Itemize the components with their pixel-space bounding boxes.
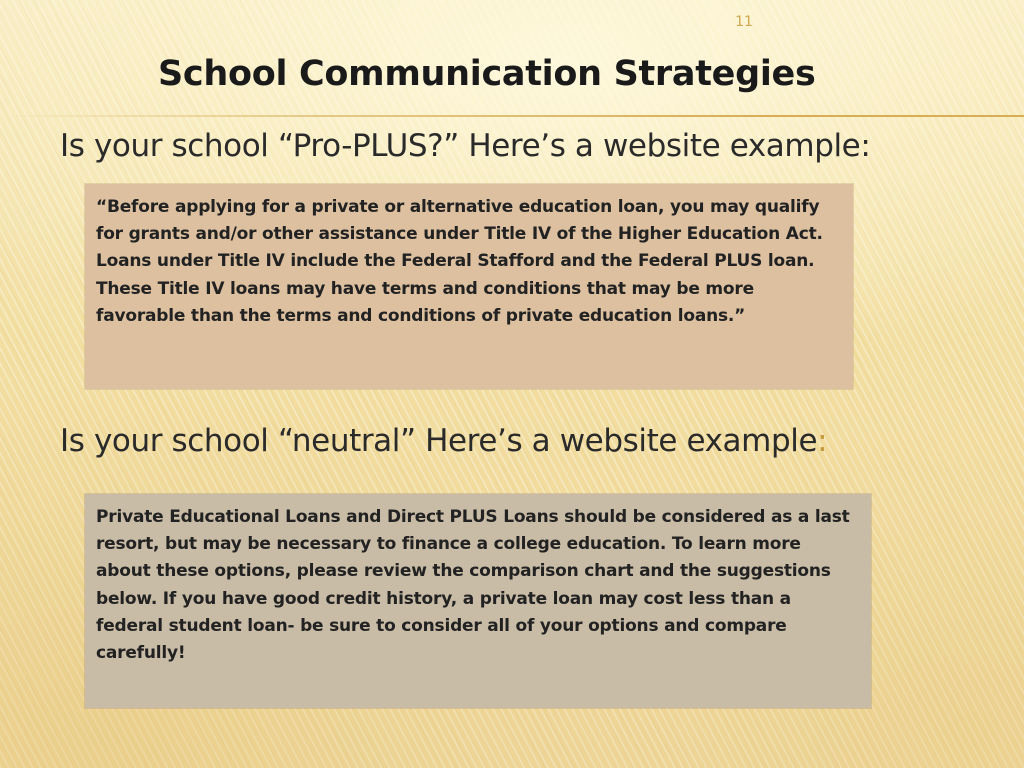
neutral-heading [60, 423, 827, 459]
slide-title: School Communication Strategies [158, 54, 816, 94]
neutral-heading-text: Is your school “neutral” Here’s a website example [60, 423, 818, 459]
title-divider [0, 115, 1024, 117]
neutral-quote-text: Private Educational Loans and Direct PLUS Loans should be considered as a last resort, but may be necessary to finance a college education. To learn more about these options, please review the comparison chart and the suggestions below. If you have good credit history, a private loan may cost less than a federal student loan- be sure to consider all of your options and compare carefully! [96, 507, 850, 664]
pro-plus-quote-box [85, 184, 853, 389]
pro-plus-quote-text: “Before applying for a private or alternative education loan, you may qualify for grants and/or other assistance under Title IV of the Higher Education Act. Loans under Title IV include the Federal Stafford and the Federal PLUS loan. These Title IV loans may have terms and conditions that may be more favorable than the terms and conditions of private education loans.” [96, 197, 823, 326]
neutral-quote-box [85, 494, 871, 708]
neutral-heading-colon: : [817, 423, 828, 459]
slide-number: 11 [735, 14, 753, 30]
pro-plus-heading: Is your school “Pro-PLUS?” Here’s a website example: [60, 128, 871, 164]
